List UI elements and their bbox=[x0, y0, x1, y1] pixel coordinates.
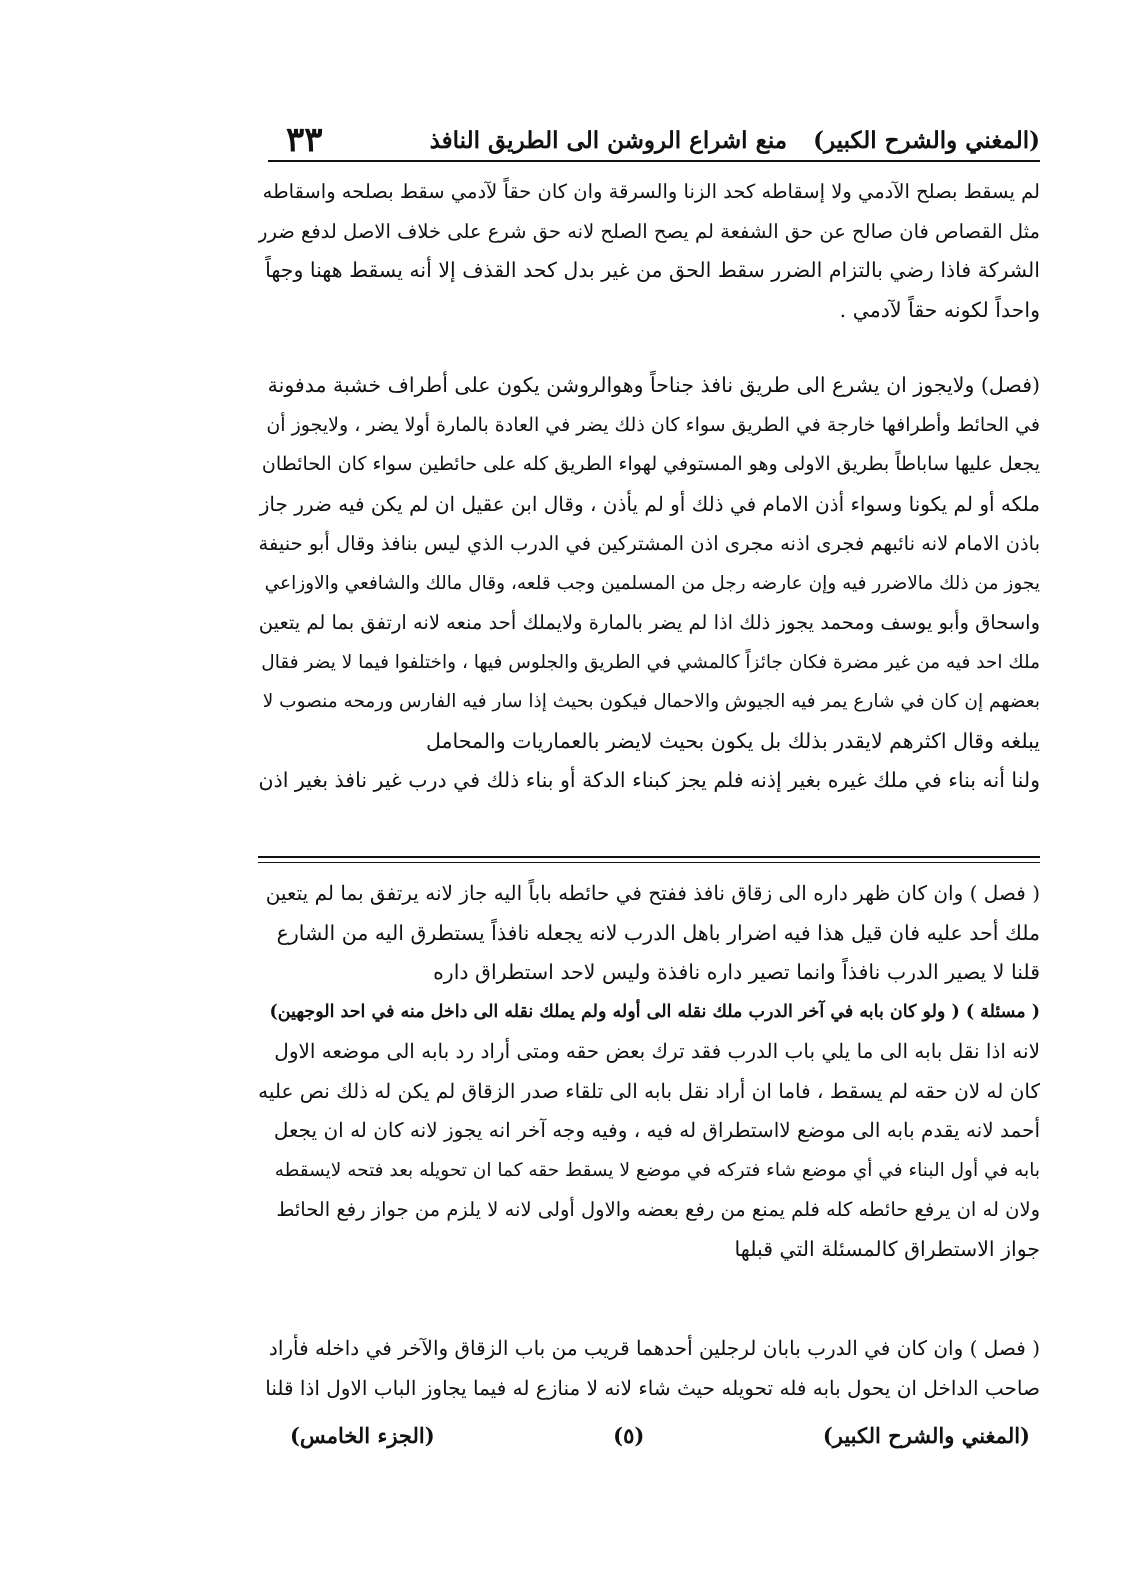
header-book-title: (المغني والشرح الكبير) bbox=[813, 126, 1040, 154]
paragraph-3 bbox=[258, 874, 1040, 1269]
section-divider bbox=[258, 856, 1040, 858]
page-footer bbox=[290, 1418, 1030, 1452]
page-header bbox=[268, 120, 1040, 160]
text-line: ملكه أو لم يكونا وسواء أذن الامام في ذلك أو لم يأذن ، وقال ابن عقيل ان لم يكن فيه ضرر جاز bbox=[259, 491, 1040, 516]
text-line: واحداً لكونه حقاً لآدمي . bbox=[839, 297, 1040, 322]
header-rule bbox=[268, 160, 1040, 162]
text-line: في الحائط وأطرافها خارجة في الطريق سواء كان ذلك يضر في العادة بالمارة أولا يضر ، ولايجوز أن bbox=[266, 413, 1040, 436]
text-line: واسحاق وأبو يوسف ومحمد يجوز ذلك اذا لم يضر بالمارة ولايملك أحد منعه لانه ارتفق بما لم يتعين bbox=[258, 611, 1040, 634]
paragraph-1 bbox=[258, 172, 1040, 330]
masala-heading-line: ( مسئلة ) ( ولو كان بابه في آخر الدرب ملك نقله الى أوله ولم يملك نقله الى داخل منه في احد الوجهين) bbox=[269, 1001, 1040, 1022]
text-line: باذن الامام لانه نائبهم فجرى اذنه مجرى اذن المشتركين في الدرب الذي ليس بنافذ وقال أبو حنيفة bbox=[258, 532, 1040, 555]
text-line: بعضهم إن كان في شارع يمر فيه الجيوش والاحمال فيكون بحيث إذا سار فيه الفارس ورمحه منصوب لا bbox=[262, 691, 1040, 712]
text-line: يبلغه وقال اكثرهم لايقدر بذلك بل يكون بحيث لايضر بالعماريات والمحامل bbox=[425, 728, 1040, 753]
text-line: ( فصل ) وان كان في الدرب بابان لرجلين أحدهما قريب من باب الزقاق والآخر في داخله فأراد bbox=[268, 1336, 1040, 1360]
paragraph-4 bbox=[258, 1329, 1040, 1408]
footer-book-title: (المغني والشرح الكبير) bbox=[822, 1422, 1030, 1448]
text-line: صاحب الداخل ان يحول بابه فله تحويله حيث شاء لانه لا منازع له فيما يجاوز الباب الاول اذا قلنا bbox=[265, 1375, 1040, 1400]
header-subject: منع اشراع الروشن الى الطريق النافذ bbox=[429, 126, 788, 154]
section-divider-thin bbox=[258, 862, 1040, 863]
text-line: لانه اذا نقل بابه الى ما يلي باب الدرب فقد ترك بعض حقه ومتى أراد رد بابه الى موضعه الاول bbox=[274, 1039, 1040, 1063]
text-line: مثل القصاص فان صالح عن حق الشفعة لم يصح الصلح لانه حق شرع على خلاف الاصل لدفع ضرر bbox=[258, 219, 1040, 243]
text-line: بابه في أول البناء في أي موضع شاء فتركه في موضع لا يسقط حقه كما ان تحويله بعد فتحه لايسقطه bbox=[274, 1159, 1040, 1181]
text-line: أحمد لانه يقدم بابه الى موضع لااستطراق له فيه ، وفيه وجه آخر انه يجوز لانه كان له ان يجعل bbox=[273, 1118, 1040, 1142]
text-line: الشركة فاذا رضي بالتزام الضرر سقط الحق من غير بدل كحد القذف إلا أنه يسقط ههنا وجهاً bbox=[265, 258, 1040, 282]
text-line: يجعل عليها ساباطاً بطريق الاولى وهو المستوفي لهواء الطريق كله على حائطين سواء كان الحائطان bbox=[261, 453, 1040, 475]
text-line: يجوز من ذلك مالاضرر فيه وإن عارضه رجل من المسلمين وجب قلعه، وقال مالك والشافعي والاوزاعي bbox=[264, 572, 1040, 594]
text-line: لم يسقط بصلح الآدمي ولا إسقاطه كحد الزنا والسرقة وان كان حقاً لآدمي سقط بصلحه واسقاطه bbox=[262, 180, 1040, 203]
text-line: ولان له ان يرفع حائطه كله فلم يمنع من رفع بعضه والاول أولى لانه لا يلزم من جواز رفع الحائط bbox=[276, 1198, 1040, 1221]
header-page-number: ٣٣ bbox=[286, 120, 323, 160]
text-line: كان له لان حقه لم يسقط ، فاما ان أراد نقل بابه الى تلقاء صدر الزقاق لم يكن له ذلك نص عليه bbox=[258, 1078, 1040, 1103]
text-line: ولنا أنه بناء في ملك غيره بغير إذنه فلم يجز كبناء الدكة أو بناء ذلك في درب غير نافذ بغير اذن bbox=[258, 768, 1040, 792]
text-line: ملك أحد عليه فان قيل هذا فيه اضرار باهل الدرب لانه يجعله نافذاً يستطرق اليه من الشارع bbox=[276, 920, 1040, 945]
footer-volume: (الجزء الخامس) bbox=[290, 1422, 435, 1448]
footer-signature: (٥) bbox=[613, 1422, 645, 1448]
text-line: (فصل) ولايجوز ان يشرع الى طريق نافذ جناحاً وهوالروشن يكون على أطراف خشبة مدفونة bbox=[267, 373, 1040, 397]
paragraph-2 bbox=[258, 366, 1040, 801]
text-line: ملك احد فيه من غير مضرة فكان جائزاً كالمشي في الطريق والجلوس فيها ، واختلفوا فيما لا يضر فقال bbox=[261, 651, 1040, 673]
text-line: جواز الاستطراق كالمسئلة التي قبلها bbox=[734, 1236, 1040, 1261]
text-line: قلنا لا يصير الدرب نافذاً وانما تصير داره نافذة وليس لاحد استطراق داره bbox=[433, 960, 1040, 984]
text-line: ( فصل ) وان كان ظهر داره الى زقاق نافذ ففتح في حائطه باباً اليه جاز لانه يرتفق بما لم يتعين bbox=[265, 881, 1040, 905]
